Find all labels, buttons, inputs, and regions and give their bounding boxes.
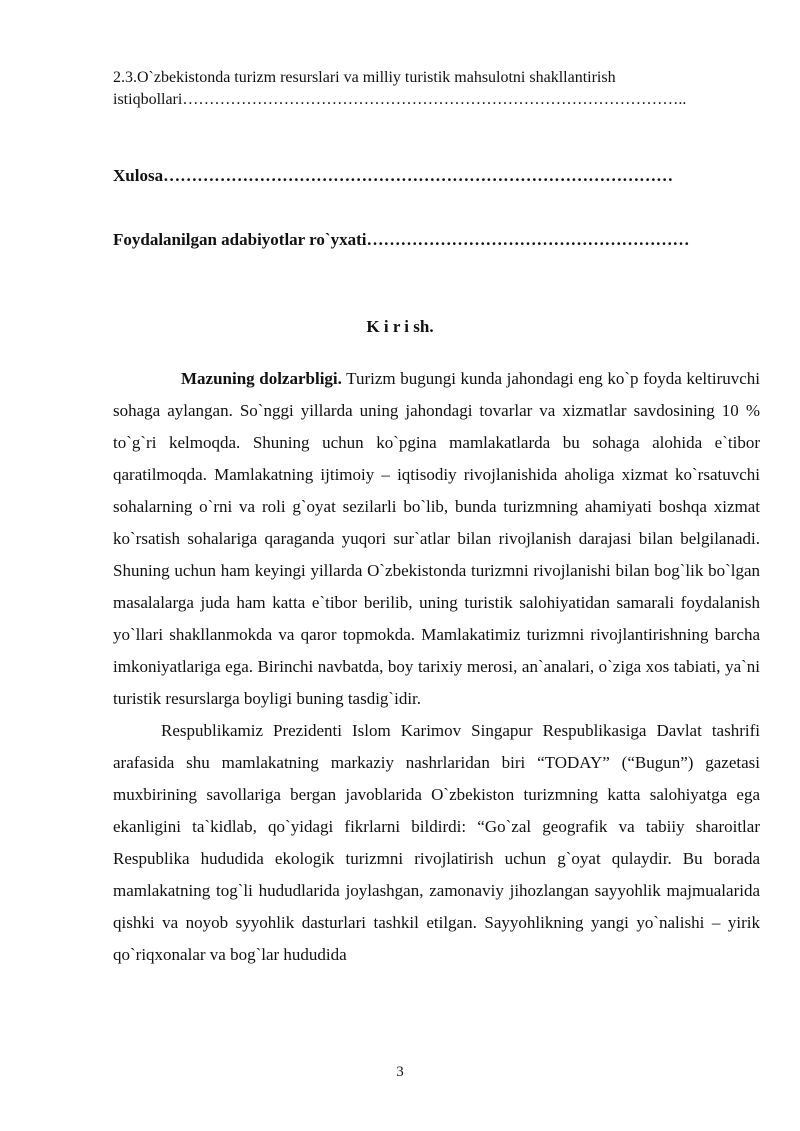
toc-item-2-3	[113, 67, 758, 111]
section-heading: K i r i sh.	[366, 317, 434, 336]
toc-item-references: Foydalanilgan adabiyotlar ro`yxati…………………………………………………	[113, 230, 690, 249]
body-text	[113, 363, 760, 971]
page-number: 3	[396, 1064, 404, 1080]
paragraph-lead: Mazuning dolzarbligi.	[181, 369, 342, 388]
paragraph-relevance-text: Turizm bugungi kunda jahondagi eng ko`p foyda keltiruvchi sohaga aylangan. So`nggi yillarda uning jahondagi tovarlar va xizmatlar savdosining 10 % to`g`ri kelmoqda. Shuning uchun ko`pgina mamlakatlarda bu sohaga alohida e`tibor qaratilmoqda. Mamlakatning ijtimoiy – iqtisodiy rivojlanishida aholiga xizmat ko`rsatuvchi sohalarning o`rni va roli g`oyat sezilarli bo`lib, bunda turizmning ahamiyati boshqa xizmat ko`rsatish sohalariga qaraganda yuqori sur`atlar bilan rivojlanish darajasi bilan belgilanadi. Shuning uchun ham keyingi yillarda O`zbekistonda turizmni rivojlanishi bilan bog`lik bo`lgan masalalarga juda ham katta e`tibor berilib, uning turistik salohiyatidan samarali foydalanish yo`llari shakllanmokda va qaror topmokda. Mamlakatimiz turizmni rivojlantirishning barcha imkoniyatlariga ega. Birinchi navbatda, boy tarixiy merosi, an`analari, o`ziga xos tabiati, ya`ni turistik resurslarga boyligi buning tasdig`idir.	[113, 369, 760, 708]
toc-item-2-3-title-cont: istiqbollari…………………………………………………………………………………..	[113, 91, 687, 108]
toc-item-conclusion: Xulosa………………………………………………………………………………	[113, 166, 674, 185]
paragraph-relevance	[113, 363, 760, 715]
paragraph-president-quote: Respublikamiz Prezidenti Islom Karimov Singapur Respublikasiga Davlat tashrifi arafasida shu mamlakatning markaziy nashrlaridan biri “TODAY” (“Bugun”) gazetasi muxbirining savollariga bergan javoblarida O`zbekiston turizmning katta salohiyatga ega ekanligini ta`kidlab, qo`yidagi fikrlarni bildirdi: “Go`zal geografik va tabiiy sharoitlar Respublika hududida ekologik turizmni rivojlatirish uchun g`oyat qulaydir. Bu borada mamlakatning tog`li hududlarida joylashgan, zamonaviy jihozlangan sayyohlik majmualarida qishki va noyob syyohlik dasturlari tashkil etilgan. Sayyohlikning yangi yo`nalishi – yirik qo`riqxonalar va bog`lar hududida	[113, 721, 760, 964]
toc-item-2-3-title: 2.3.O`zbekistonda turizm resurslari va milliy turistik mahsulotni shakllantirish	[113, 69, 616, 86]
